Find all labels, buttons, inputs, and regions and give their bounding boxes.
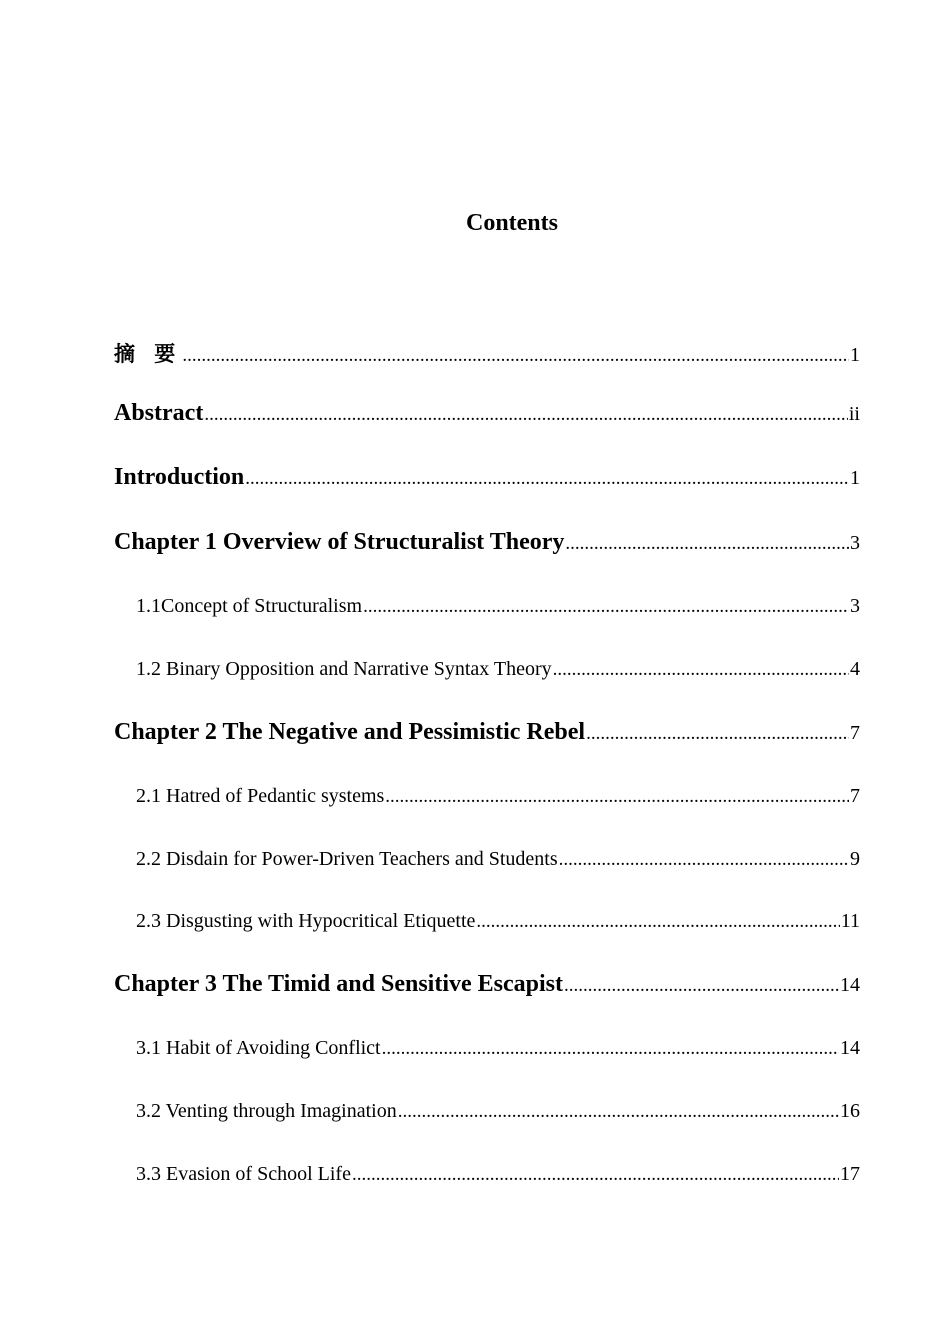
toc-entry-label: 1.2 Binary Opposition and Narrative Syntax Theory bbox=[136, 658, 552, 680]
toc-entry-label: Chapter 3 The Timid and Sensitive Escapist bbox=[114, 971, 563, 997]
toc-entry-page: 9 bbox=[850, 848, 860, 870]
toc-entry-section-2-3 bbox=[136, 910, 860, 933]
toc-leader-dots bbox=[352, 1164, 839, 1186]
toc-entry-label: Chapter 1 Overview of Structuralist Theory bbox=[114, 529, 565, 555]
toc-entry-page: 17 bbox=[840, 1163, 860, 1185]
toc-entry-label: 3.2 Venting through Imagination bbox=[136, 1100, 397, 1122]
toc-entry-chinese-abstract bbox=[114, 338, 860, 368]
toc-entry-chapter-2 bbox=[114, 719, 860, 746]
page-title: Contents bbox=[465, 210, 558, 236]
toc-entry-page: ii bbox=[848, 403, 860, 425]
toc-entry-label: 2.1 Hatred of Pedantic systems bbox=[136, 785, 385, 807]
toc-entry-label: Chapter 2 The Negative and Pessimistic Rebel bbox=[114, 719, 586, 745]
toc-entry-page: 4 bbox=[850, 658, 860, 680]
toc-leader-dots bbox=[245, 468, 849, 490]
toc-entry-label: 1.1Concept of Structuralism bbox=[136, 595, 363, 617]
toc-entry-label: 2.3 Disgusting with Hypocritical Etiquette bbox=[136, 910, 476, 932]
toc-entry-page: 1 bbox=[850, 344, 860, 366]
toc-entry-section-2-2 bbox=[136, 848, 860, 871]
toc-leader-dots bbox=[398, 1101, 839, 1123]
toc-leader-dots bbox=[385, 786, 849, 808]
toc-entry-label: 3.3 Evasion of School Life bbox=[136, 1163, 351, 1185]
toc-leader-dots bbox=[565, 533, 849, 555]
toc-entry-section-2-1 bbox=[136, 785, 860, 808]
toc-leader-dots bbox=[559, 849, 849, 871]
toc-entry-section-3-3 bbox=[136, 1163, 860, 1186]
toc-entry-chapter-1 bbox=[114, 529, 860, 556]
toc-entry-section-1-2 bbox=[136, 658, 860, 681]
toc-entry-section-3-1 bbox=[136, 1037, 860, 1060]
toc-leader-dots bbox=[182, 345, 849, 367]
toc-entry-label: 2.2 Disdain for Power-Driven Teachers and Students bbox=[136, 848, 558, 870]
toc-entry-page: 3 bbox=[850, 532, 860, 554]
toc-entry-page: 14 bbox=[840, 1037, 860, 1059]
toc-leader-dots bbox=[553, 659, 849, 681]
toc-entry-section-1-1 bbox=[136, 595, 860, 618]
toc-entry-page: 7 bbox=[850, 722, 860, 744]
toc-entry-introduction bbox=[114, 464, 860, 491]
toc-entry-label: 3.1 Habit of Avoiding Conflict bbox=[136, 1037, 381, 1059]
toc-entry-label: 摘 要 bbox=[114, 342, 182, 366]
toc-entry-page: 16 bbox=[840, 1100, 860, 1122]
toc-leader-dots bbox=[476, 911, 839, 933]
toc-leader-dots bbox=[363, 596, 849, 618]
toc-entry-page: 3 bbox=[850, 595, 860, 617]
toc-entry-page: 7 bbox=[850, 785, 860, 807]
toc-leader-dots bbox=[586, 723, 849, 745]
toc-entry-page: 11 bbox=[840, 910, 860, 932]
toc-entry-section-3-2 bbox=[136, 1100, 860, 1123]
toc-entry-page: 1 bbox=[850, 467, 860, 489]
toc-leader-dots bbox=[382, 1038, 839, 1060]
toc-entry-chapter-3 bbox=[114, 971, 860, 998]
toc-entry-label: Introduction bbox=[114, 464, 245, 490]
toc-leader-dots bbox=[564, 975, 839, 997]
toc-entry-label: Abstract bbox=[114, 400, 204, 426]
toc-leader-dots bbox=[204, 404, 848, 426]
toc-entry-abstract bbox=[114, 400, 860, 427]
toc-entry-page: 14 bbox=[840, 974, 860, 996]
